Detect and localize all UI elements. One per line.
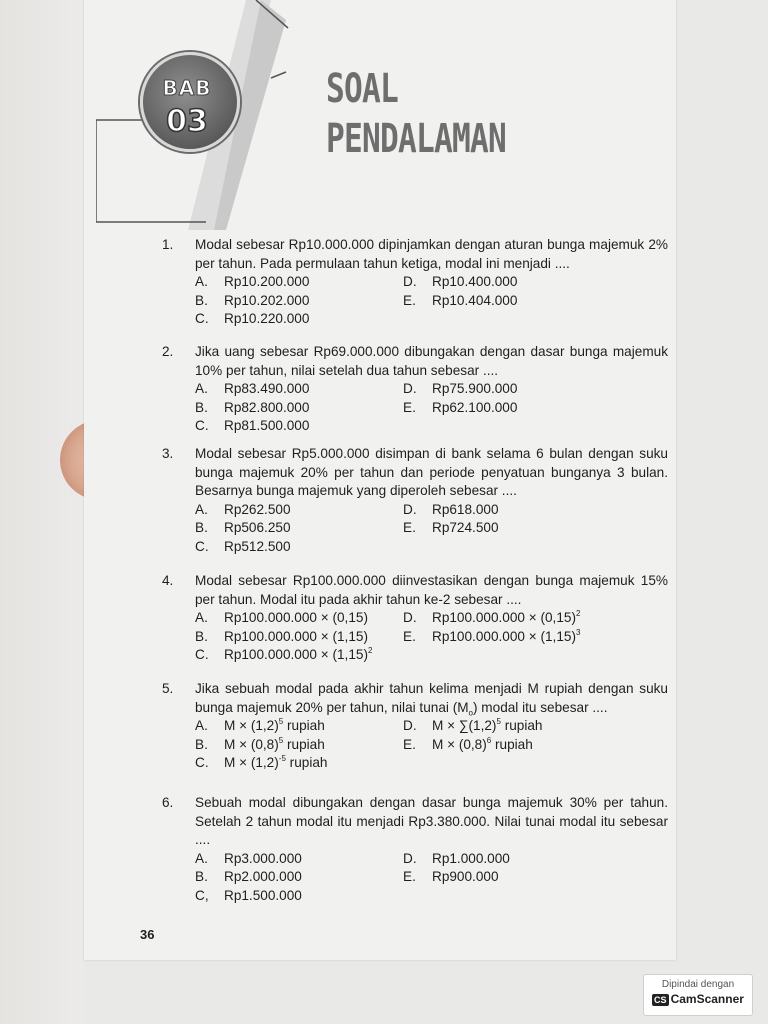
option-c: C. Rp10.220.000 <box>195 311 310 327</box>
option-c: C. $Rp100.000.000 \times (1,15)^2$ <box>195 646 373 663</box>
question-number: 3. <box>162 446 174 461</box>
page-title-line2: PENDALAMAN <box>326 116 507 162</box>
question-stem: Jika sebuah modal pada akhir tahun kelima menjadi M rupiah dengan suku bunga majemuk 20% per tahun, nilai tunai $(M_o)$ modal itu sebesar .... <box>195 681 668 718</box>
question-number: 4. <box>162 573 174 588</box>
question-stem: Modal sebesar Rp5.000.000 disimpan di bank selama 6 bulan dengan suku bunga majemuk 20% per tahun dan periode penyatuan bunganya 3 bulan. Besarnya bunga majemuk yang diperoleh sebesar .... <box>195 446 668 499</box>
option-a: A. Rp3.000.000 <box>195 850 302 866</box>
option-a: A. Rp100.000.000 × (0,15) <box>195 610 368 626</box>
option-d: D. $M \times \sum(1,2)^5$ rupiah <box>403 717 543 734</box>
question-6 <box>162 794 668 906</box>
option-e: E. $Rp100.000.000 \times (1,15)^3$ <box>403 627 581 644</box>
question-3 <box>162 445 668 557</box>
scan-background <box>0 0 84 1024</box>
option-b: B. Rp10.202.000 <box>195 292 310 308</box>
option-a: A. $M \times (1,2)^5$ rupiah <box>195 717 325 734</box>
question-number: 1. <box>162 237 174 252</box>
option-d: D. Rp10.400.000 <box>403 274 518 290</box>
option-a: A. Rp10.200.000 <box>195 274 310 290</box>
watermark-caption: Dipindai dengan <box>661 979 735 990</box>
question-4 <box>162 572 668 665</box>
page-title-line1: SOAL <box>326 66 399 112</box>
option-b: B. $M \times (0,8)^5$ rupiah <box>195 735 325 752</box>
option-c: C. Rp512.500 <box>195 538 291 554</box>
option-e: E. Rp900.000 <box>403 869 499 885</box>
question-1 <box>162 236 668 329</box>
question-number: 2. <box>162 344 174 359</box>
question-stem: Modal sebesar Rp100.000.000 diinvestasikan dengan bunga majemuk 15% per tahun. Modal itu pada akhir tahun ke-2 sebesar .... <box>195 573 668 607</box>
option-a: A. Rp83.490.000 <box>195 381 310 397</box>
watermark-brand: CS CamScanner <box>654 992 744 1006</box>
option-d: D. Rp75.900.000 <box>403 381 518 397</box>
option-d: D. Rp1.000.000 <box>403 850 510 866</box>
camscanner-watermark <box>643 974 753 1016</box>
question-stem: Sebuah modal dibungakan dengan dasar bunga majemuk 30% per tahun. Setelah 2 tahun modal itu menjadi Rp3.380.000. Nilai tunai modal itu sebesar .... <box>195 795 668 848</box>
question-5 <box>162 680 668 773</box>
option-b: B. Rp82.800.000 <box>195 399 310 415</box>
question-2 <box>162 343 668 436</box>
option-a: A. Rp262.500 <box>195 501 291 517</box>
option-c: C. Rp81.500.000 <box>195 418 310 434</box>
question-stem: Modal sebesar Rp10.000.000 dipinjamkan dengan aturan bunga majemuk 2% per tahun. Pada permulaan tahun ketiga, modal ini menjadi .... <box>195 237 668 271</box>
camscanner-logo-icon: CS <box>654 995 667 1005</box>
option-c: C, Rp1.500.000 <box>195 887 302 903</box>
chapter-number: 03 <box>166 104 208 139</box>
option-b: B. Rp506.250 <box>195 520 291 536</box>
option-e: E. Rp62.100.000 <box>403 399 518 415</box>
question-stem: Jika uang sebesar Rp69.000.000 dibungakan dengan dasar bunga majemuk 10% per tahun, nilai setelah dua tahun sebesar .... <box>195 344 668 378</box>
question-number: 6. <box>162 795 174 810</box>
option-b: B. Rp2.000.000 <box>195 869 302 885</box>
option-e: E. $M \times (0,8)^6$ rupiah <box>403 735 533 752</box>
option-d: D. Rp618.000 <box>403 501 499 517</box>
option-c: C. $M \times (1,2)^{-5}$ rupiah <box>195 754 328 771</box>
option-d: D. $Rp100.000.000 \times (0,15)^2$ <box>403 609 581 626</box>
option-b: B. Rp100.000.000 × (1,15) <box>195 628 368 644</box>
option-e: E. Rp10.404.000 <box>403 292 518 308</box>
question-number: 5. <box>162 681 174 696</box>
chapter-label: BAB <box>162 76 212 100</box>
page-number: 36 <box>140 927 155 942</box>
option-e: E. Rp724.500 <box>403 520 499 536</box>
